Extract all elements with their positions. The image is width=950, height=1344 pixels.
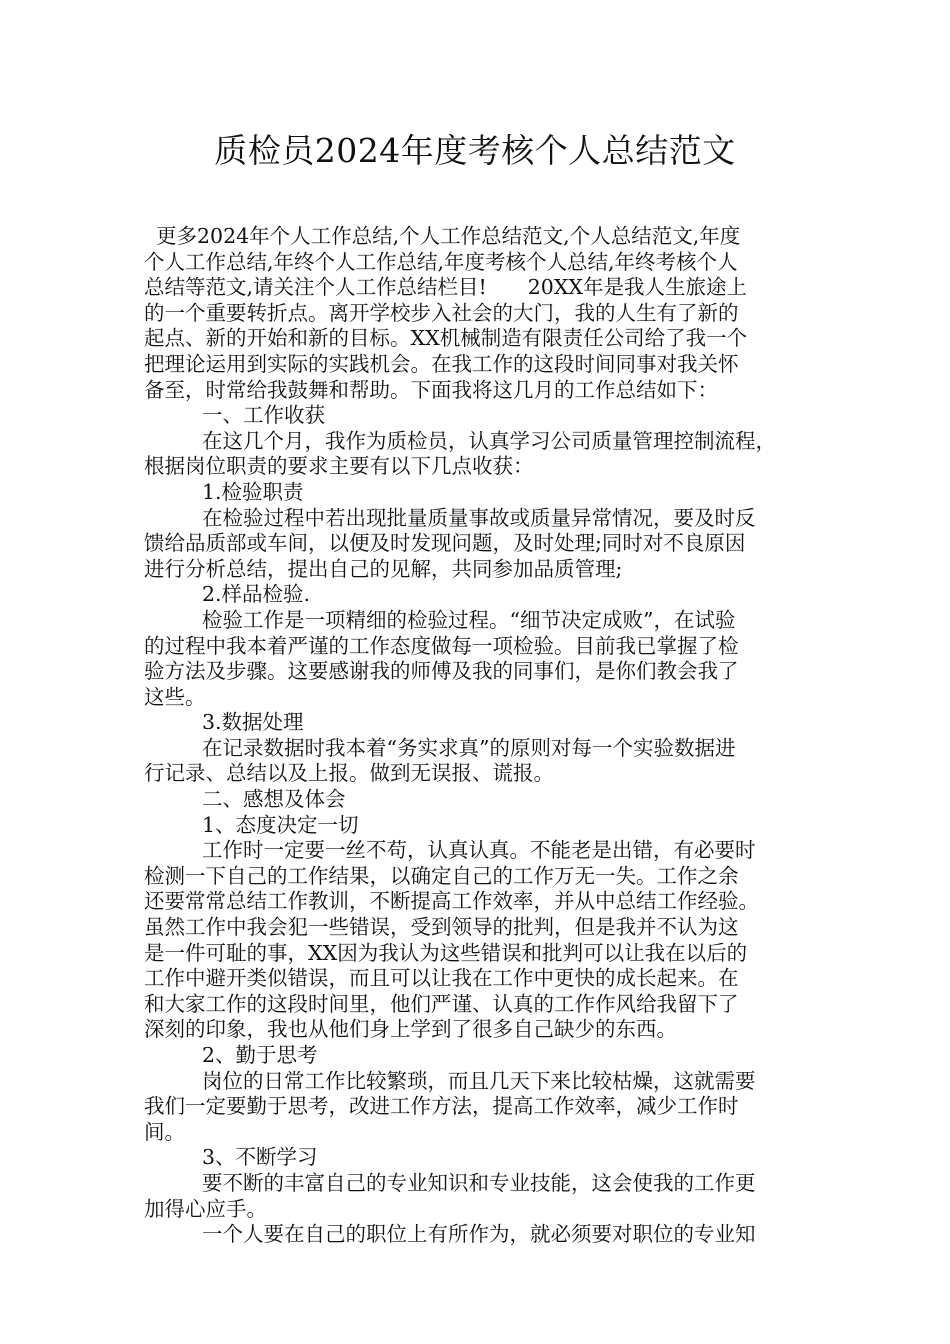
text-line: 和大家工作的这段时间里，他们严谨、认真的工作作风给我留下了 bbox=[144, 991, 739, 1016]
text-line: 二、感想及体会 bbox=[202, 787, 346, 812]
text-line: 把理论运用到实际的实践机会。在我工作的这段时间同事对我关怀 bbox=[144, 351, 739, 376]
text-line: 2.样品检验. bbox=[202, 582, 311, 607]
text-line: 在记录数据时我本着“务实求真”的原则对每一个实验数据进 bbox=[202, 735, 736, 760]
text-line: 要不断的丰富自己的专业知识和专业技能，这会使我的工作更 bbox=[202, 1170, 756, 1195]
text-line: 验方法及步骤。这要感谢我的师傅及我的同事们，是你们教会我了 bbox=[144, 659, 739, 684]
text-line: 3.数据处理 bbox=[202, 710, 304, 735]
text-line: 间。 bbox=[144, 1119, 185, 1144]
text-line: 一个人要在自己的职位上有所作为，就必须要对职位的专业知 bbox=[202, 1222, 756, 1247]
text-line: 1.检验职责 bbox=[202, 479, 304, 504]
text-line: 是一件可耻的事，XX因为我认为这些错误和批判可以让我在以后的 bbox=[144, 940, 748, 965]
text-line: 备至，时常给我鼓舞和帮助。下面我将这几月的工作总结如下： bbox=[144, 377, 718, 402]
text-line: 加得心应手。 bbox=[144, 1196, 267, 1221]
text-line: 工作中避开类似错误，而且可以让我在工作中更快的成长起来。在 bbox=[144, 966, 739, 991]
document-body bbox=[144, 224, 824, 1248]
text-line: 深刻的印象，我也从他们身上学到了很多自己缺少的东西。 bbox=[144, 1017, 677, 1042]
text-line: 检验工作是一项精细的检验过程。“细节决定成败”，在试验 bbox=[202, 607, 736, 632]
text-line: 3、不断学习 bbox=[202, 1145, 318, 1170]
text-line: 的一个重要转折点。离开学校步入社会的大门，我的人生有了新的 bbox=[144, 300, 739, 325]
text-line: 的过程中我本着严谨的工作态度做每一项检验。目前我已掌握了检 bbox=[144, 633, 739, 658]
text-line: 根据岗位职责的要求主要有以下几点收获： bbox=[144, 454, 534, 479]
text-line: 工作时一定要一丝不苟，认真认真。不能老是出错，有必要时 bbox=[202, 838, 756, 863]
text-line: 馈给品质部或车间，以便及时发现问题，及时处理;同时对不良原因 bbox=[144, 531, 746, 556]
text-line: 还要常常总结工作教训，不断提高工作效率，并从中总结工作经验。 bbox=[144, 889, 759, 914]
text-line: 虽然工作中我会犯一些错误，受到领导的批判，但是我并不认为这 bbox=[144, 915, 739, 940]
text-line: 在这几个月，我作为质检员，认真学习公司质量管理控制流程， bbox=[202, 428, 776, 453]
text-line: 进行分析总结，提出自己的见解，共同参加品质管理; bbox=[144, 556, 623, 581]
text-line: 1、态度决定一切 bbox=[202, 812, 359, 837]
text-line: 2、勤于思考 bbox=[202, 1043, 318, 1067]
text-line: 岗位的日常工作比较繁琐，而且几天下来比较枯燥，这就需要 bbox=[202, 1068, 756, 1093]
text-line: 我们一定要勤于思考，改进工作方法，提高工作效率，减少工作时 bbox=[144, 1094, 739, 1119]
text-line: 总结等范文,请关注个人工作总结栏目! 20XX年是我人生旅途上 bbox=[144, 275, 748, 300]
text-line: 检测一下自己的工作结果，以确定自己的工作万无一失。工作之余 bbox=[144, 863, 739, 888]
text-line: 这些。 bbox=[144, 684, 206, 709]
text-line: 在检验过程中若出现批量质量事故或质量异常情况，要及时反 bbox=[202, 505, 756, 530]
text-line: 更多2024年个人工作总结,个人工作总结范文,个人总结范文,年度 bbox=[156, 224, 741, 248]
text-line: 行记录、总结以及上报。做到无误报、谎报。 bbox=[144, 761, 554, 786]
text-line: 个人工作总结,年终个人工作总结,年度考核个人总结,年终考核个人 bbox=[144, 249, 738, 274]
text-line: 起点、新的开始和新的目标。XX机械制造有限责任公司给了我一个 bbox=[144, 326, 748, 351]
document-title: 质检员2024年度考核个人总结范文 bbox=[214, 131, 736, 170]
text-line: 一、工作收获 bbox=[202, 403, 325, 428]
